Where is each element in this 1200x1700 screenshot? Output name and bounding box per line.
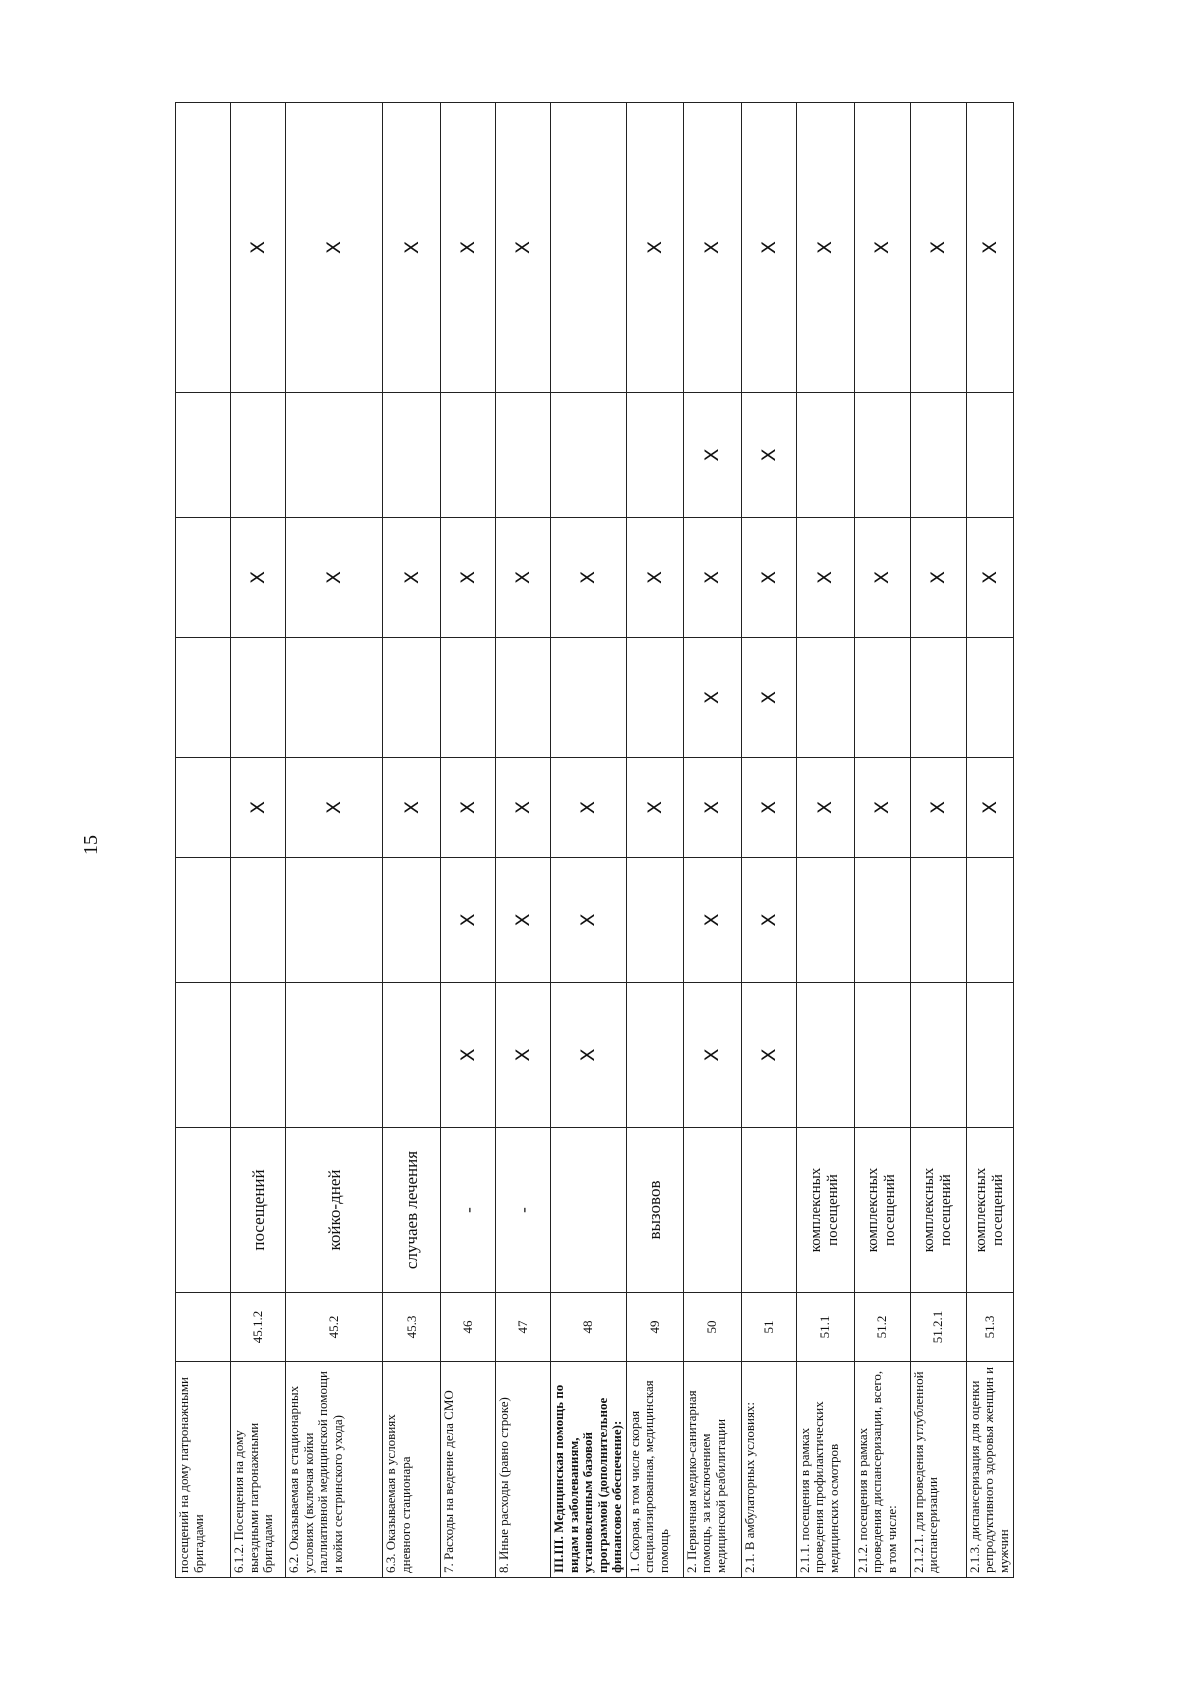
mark-cell: X <box>383 103 441 393</box>
mark-cell: X <box>796 103 854 393</box>
mark-cell <box>910 983 966 1128</box>
table-row <box>626 103 683 1578</box>
mark-cell: X <box>741 758 796 858</box>
unit-cell <box>683 1128 741 1293</box>
table-row <box>383 103 441 1578</box>
mark-cell: X <box>683 858 741 983</box>
mark-cell <box>966 858 1013 983</box>
mark-cell: X <box>683 103 741 393</box>
unit-cell: - <box>441 1128 496 1293</box>
row-name-cell: 8. Иные расходы (равно строке) <box>496 1362 551 1578</box>
mark-cell: X <box>910 103 966 393</box>
table-body <box>176 103 1014 1578</box>
mark-cell <box>966 393 1013 518</box>
mark-cell <box>176 638 231 758</box>
mark-cell: X <box>741 983 796 1128</box>
row-name-cell: 2.1. В амбулаторных условиях: <box>741 1362 796 1578</box>
mark-cell <box>176 103 231 393</box>
row-name-cell: 2.1.2.1. для проведения углубленной диспансеризации <box>910 1362 966 1578</box>
mark-cell: X <box>966 518 1013 638</box>
mark-cell <box>231 393 286 518</box>
row-number-cell: 45.1.2 <box>231 1293 286 1362</box>
mark-cell: X <box>683 393 741 518</box>
row-name-cell: 2.1.3. диспансеризация для оценки репродуктивного здоровья женщин и мужчин <box>966 1362 1013 1578</box>
table-row <box>496 103 551 1578</box>
mark-cell <box>496 638 551 758</box>
mark-cell: X <box>683 518 741 638</box>
mark-cell <box>796 393 854 518</box>
mark-cell <box>231 983 286 1128</box>
mark-cell <box>626 858 683 983</box>
mark-cell: X <box>551 983 627 1128</box>
unit-cell: посещений <box>231 1128 286 1293</box>
row-number-cell: 45.2 <box>286 1293 383 1362</box>
unit-cell: комплексных посещений <box>854 1128 910 1293</box>
row-name-cell: 6.2. Оказываемая в стационарных условиях (включая койки паллиативной медицинской помощи и койки сестринского ухода) <box>286 1362 383 1578</box>
mark-cell <box>441 638 496 758</box>
page-number: 15 <box>80 835 102 855</box>
row-name-cell: 7. Расходы на ведение дела СМО <box>441 1362 496 1578</box>
mark-cell: X <box>910 758 966 858</box>
mark-cell <box>551 103 627 393</box>
mark-cell: X <box>683 638 741 758</box>
table-row <box>231 103 286 1578</box>
mark-cell <box>910 638 966 758</box>
mark-cell <box>383 638 441 758</box>
mark-cell: X <box>626 518 683 638</box>
mark-cell: X <box>741 638 796 758</box>
mark-cell: X <box>741 103 796 393</box>
mark-cell: X <box>441 858 496 983</box>
table-row <box>741 103 796 1578</box>
row-name-cell: III.III. Медицинская помощь по видам и заболеваниям, установленным базовой программой (дополнительное финансовое обеспечение): <box>551 1362 627 1578</box>
row-name-cell: 6.3. Оказываемая в условиях дневного стационара <box>383 1362 441 1578</box>
mark-cell: X <box>683 983 741 1128</box>
mark-cell <box>441 393 496 518</box>
table-row <box>286 103 383 1578</box>
mark-cell <box>551 638 627 758</box>
mark-cell: X <box>496 983 551 1128</box>
unit-cell: случаев лечения <box>383 1128 441 1293</box>
unit-cell <box>741 1128 796 1293</box>
mark-cell: X <box>626 758 683 858</box>
table-row <box>176 103 231 1578</box>
mark-cell <box>966 983 1013 1128</box>
mark-cell <box>910 393 966 518</box>
rotated-table-container <box>175 103 1110 1578</box>
mark-cell: X <box>286 758 383 858</box>
unit-cell <box>551 1128 627 1293</box>
row-number-cell <box>176 1293 231 1362</box>
unit-cell: койко-дней <box>286 1128 383 1293</box>
mark-cell: X <box>854 103 910 393</box>
mark-cell: X <box>383 758 441 858</box>
row-number-cell: 51.1 <box>796 1293 854 1362</box>
mark-cell <box>796 638 854 758</box>
mark-cell <box>176 983 231 1128</box>
mark-cell <box>966 638 1013 758</box>
mark-cell <box>496 393 551 518</box>
unit-cell: комплексных посещений <box>966 1128 1013 1293</box>
mark-cell: X <box>286 103 383 393</box>
mark-cell: X <box>551 858 627 983</box>
row-name-cell: 6.1.2. Посещения на дому выездными патронажными бригадами <box>231 1362 286 1578</box>
mark-cell <box>176 518 231 638</box>
mark-cell <box>551 393 627 518</box>
mark-cell <box>176 858 231 983</box>
row-number-cell: 50 <box>683 1293 741 1362</box>
table-row <box>910 103 966 1578</box>
mark-cell: X <box>496 103 551 393</box>
mark-cell: X <box>626 103 683 393</box>
row-number-cell: 51.3 <box>966 1293 1013 1362</box>
mark-cell: X <box>910 518 966 638</box>
mark-cell: X <box>231 103 286 393</box>
mark-cell <box>626 638 683 758</box>
unit-cell: комплексных посещений <box>910 1128 966 1293</box>
mark-cell <box>286 638 383 758</box>
mark-cell: X <box>551 758 627 858</box>
mark-cell: X <box>854 758 910 858</box>
mark-cell: X <box>796 758 854 858</box>
row-name-cell: 2.1.2. посещения в рамках проведения диспансеризации, всего, в том числе: <box>854 1362 910 1578</box>
mark-cell <box>231 638 286 758</box>
mark-cell <box>231 858 286 983</box>
row-name-cell: 2. Первичная медико-санитарная помощь, за исключением медицинской реабилитации <box>683 1362 741 1578</box>
mark-cell <box>796 983 854 1128</box>
unit-cell <box>176 1128 231 1293</box>
mark-cell <box>796 858 854 983</box>
row-number-cell: 51.2.1 <box>910 1293 966 1362</box>
table-row <box>796 103 854 1578</box>
row-number-cell: 46 <box>441 1293 496 1362</box>
row-number-cell: 45.3 <box>383 1293 441 1362</box>
mark-cell: X <box>441 758 496 858</box>
row-number-cell: 51 <box>741 1293 796 1362</box>
mark-cell <box>286 393 383 518</box>
mark-cell: X <box>966 103 1013 393</box>
mark-cell: X <box>741 858 796 983</box>
mark-cell: X <box>796 518 854 638</box>
mark-cell: X <box>683 758 741 858</box>
table-row <box>854 103 910 1578</box>
row-number-cell: 51.2 <box>854 1293 910 1362</box>
mark-cell: X <box>741 393 796 518</box>
row-name-cell: 2.1.1. посещения в рамках проведения профилактических медицинских осмотров <box>796 1362 854 1578</box>
mark-cell <box>854 858 910 983</box>
mark-cell: X <box>441 518 496 638</box>
table-row <box>441 103 496 1578</box>
row-number-cell: 48 <box>551 1293 627 1362</box>
table-row <box>966 103 1013 1578</box>
mark-cell <box>854 983 910 1128</box>
mark-cell <box>383 983 441 1128</box>
medical-care-table <box>175 102 1014 1578</box>
mark-cell: X <box>854 518 910 638</box>
mark-cell: X <box>496 518 551 638</box>
mark-cell: X <box>966 758 1013 858</box>
mark-cell <box>626 983 683 1128</box>
row-number-cell: 47 <box>496 1293 551 1362</box>
unit-cell: комплексных посещений <box>796 1128 854 1293</box>
mark-cell: X <box>231 518 286 638</box>
table-row <box>683 103 741 1578</box>
unit-cell: вызовов <box>626 1128 683 1293</box>
mark-cell <box>383 393 441 518</box>
row-name-cell: посещений на дому патронажными бригадами <box>176 1362 231 1578</box>
mark-cell: X <box>551 518 627 638</box>
mark-cell <box>176 393 231 518</box>
mark-cell <box>854 393 910 518</box>
mark-cell <box>286 858 383 983</box>
mark-cell: X <box>441 983 496 1128</box>
mark-cell: X <box>286 518 383 638</box>
mark-cell: X <box>496 858 551 983</box>
mark-cell <box>910 858 966 983</box>
mark-cell <box>383 858 441 983</box>
mark-cell: X <box>383 518 441 638</box>
mark-cell <box>626 393 683 518</box>
row-number-cell: 49 <box>626 1293 683 1362</box>
unit-cell: - <box>496 1128 551 1293</box>
mark-cell <box>286 983 383 1128</box>
mark-cell: X <box>441 103 496 393</box>
mark-cell: X <box>231 758 286 858</box>
mark-cell <box>176 758 231 858</box>
mark-cell: X <box>496 758 551 858</box>
mark-cell <box>854 638 910 758</box>
mark-cell: X <box>741 518 796 638</box>
table-row <box>551 103 627 1578</box>
row-name-cell: 1. Скорая, в том числе скорая специализированная, медицинская помощь <box>626 1362 683 1578</box>
